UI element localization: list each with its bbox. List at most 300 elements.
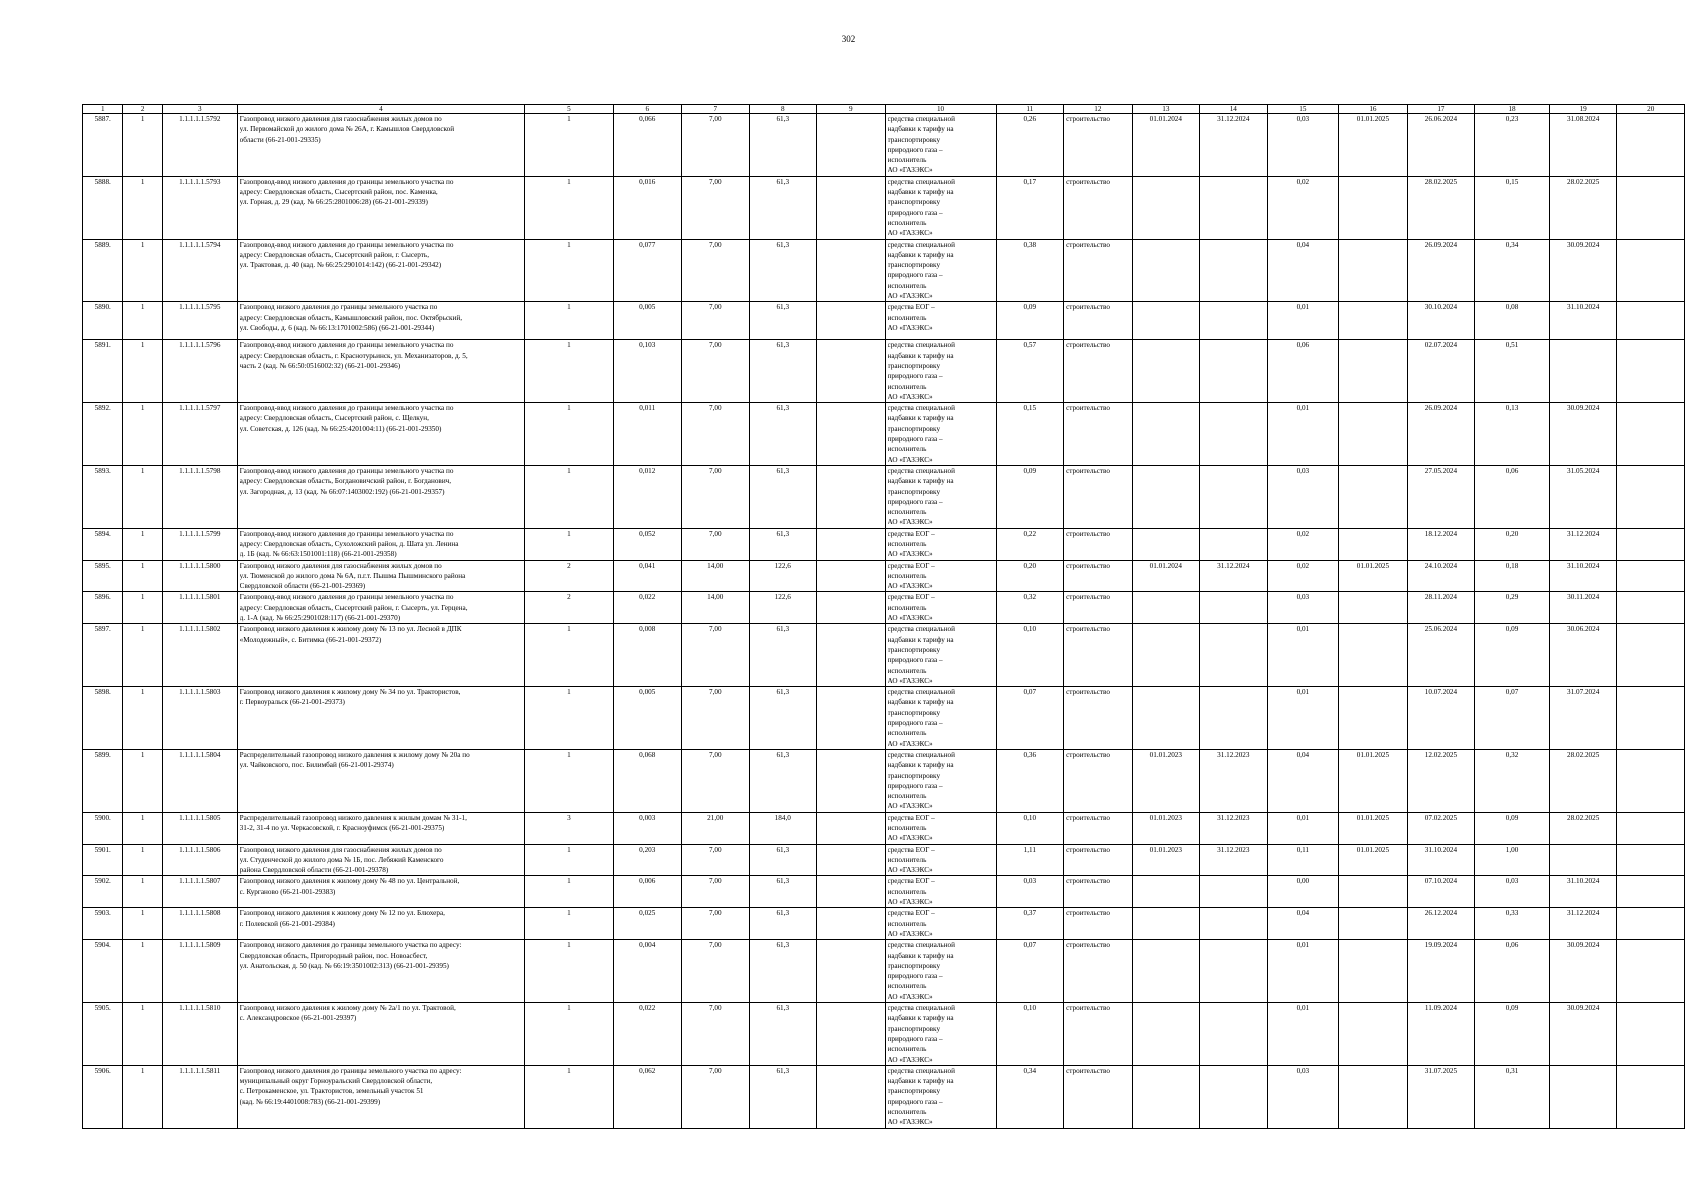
object-name-cell [237,876,525,908]
col6-cell: 0,052 [613,528,682,560]
row-number-cell: 5893. [83,465,123,528]
funding-source-cell [885,340,996,403]
col15-cell: 0,03 [1267,1065,1339,1128]
col17-date-cell: 28.02.2025 [1407,176,1474,239]
col11-cell: 0,07 [996,940,1063,1003]
col16-date-cell [1339,687,1408,750]
cell-text-line: Свердловская область, Пригородный район, пос. Новоасбест, [239,951,428,960]
col8-cell: 61,3 [749,403,816,466]
col5-cell: 1 [525,687,613,750]
col2-cell: 1 [123,592,162,624]
row-number-cell: 5906. [83,1065,123,1128]
col17-date-cell: 30.10.2024 [1407,302,1474,340]
col18-cell: 0,23 [1475,114,1550,177]
col9-cell [816,1003,885,1066]
cell-text-line: природного газа – [887,719,943,728]
cell-text-line: надбавки к тарифу на [887,477,954,486]
cell-text-line: исполнитель [887,855,927,864]
cell-text-line: Газопровод-ввод низкого давления до границы земельного участка по [239,177,454,186]
col11-cell: 0,15 [996,403,1063,466]
cell-text-line: транспортировку [887,135,941,144]
col5-cell: 1 [525,624,613,687]
col2-cell: 1 [123,940,162,1003]
col2-cell: 1 [123,687,162,750]
column-number-10: 10 [885,105,996,114]
item-code-cell: 1.1.1.1.1.5794 [162,239,237,302]
object-name-cell [237,1003,525,1066]
col20-cell [1617,465,1685,528]
col9-cell [816,1065,885,1128]
col14-date-cell [1200,1003,1267,1066]
row-number-cell: 5905. [83,1003,123,1066]
column-number-14: 14 [1200,105,1267,114]
col20-cell [1617,940,1685,1003]
col15-cell: 0,00 [1267,876,1339,908]
col7-cell: 7,00 [682,1003,749,1066]
col7-cell: 14,00 [682,592,749,624]
col15-cell: 0,01 [1267,624,1339,687]
cell-text-line: надбавки к тарифу на [887,635,954,644]
col11-cell: 0,10 [996,624,1063,687]
col17-date-cell: 25.06.2024 [1407,624,1474,687]
col8-cell: 61,3 [749,114,816,177]
cell-text-line: транспортировку [887,261,941,270]
col14-date-cell [1200,465,1267,528]
col19-date-cell: 31.07.2024 [1549,687,1616,750]
col20-cell [1617,560,1685,592]
table-row [83,176,1685,239]
funding-source-cell [885,239,996,302]
table-row [83,876,1685,908]
col14-date-cell [1200,1065,1267,1128]
funding-source-cell [885,1065,996,1128]
col13-date-cell [1132,687,1199,750]
col14-date-cell: 31.12.2023 [1200,844,1267,876]
item-code-cell: 1.1.1.1.1.5797 [162,403,237,466]
funding-source-cell [885,687,996,750]
cell-text-line: АО «ГАЗЭКС» [887,229,933,238]
cell-text-line: Газопровод низкого давления для газоснабжения жилых домов по [239,115,442,123]
cell-text-line: средства ЕОГ – [887,529,935,538]
col7-cell: 7,00 [682,1065,749,1128]
row-number-cell: 5900. [83,812,123,844]
cell-text-line: АО «ГАЗЭКС» [887,676,933,685]
col13-date-cell: 01.01.2024 [1132,560,1199,592]
row-number-cell: 5890. [83,302,123,340]
item-code-cell: 1.1.1.1.1.5805 [162,812,237,844]
row-number-cell: 5891. [83,340,123,403]
cell-text-line: надбавки к тарифу на [887,188,954,197]
col2-cell: 1 [123,749,162,812]
col18-cell: 0,09 [1475,812,1550,844]
cell-text-line: средства ЕОГ – [887,593,935,602]
cell-text-line: средства ЕОГ – [887,303,935,312]
col8-cell: 184,0 [749,812,816,844]
col14-date-cell [1200,340,1267,403]
col16-date-cell: 01.01.2025 [1339,560,1408,592]
col9-cell [816,908,885,940]
cell-text-line: с. Петрокаменское, ул. Трактористов, земельный участок 51 [239,1087,424,1096]
col6-cell: 0,041 [613,560,682,592]
col2-cell: 1 [123,876,162,908]
col16-date-cell [1339,403,1408,466]
work-type-cell: строительство [1064,403,1133,466]
cell-text-line: исполнитель [887,1108,927,1117]
cell-text-line: средства специальной [887,688,955,697]
column-number-13: 13 [1132,105,1199,114]
col16-date-cell: 01.01.2025 [1339,749,1408,812]
col9-cell [816,302,885,340]
col18-cell: 0,32 [1475,749,1550,812]
col5-cell: 1 [525,114,613,177]
item-code-cell: 1.1.1.1.1.5801 [162,592,237,624]
col11-cell: 0,37 [996,908,1063,940]
col20-cell [1617,1003,1685,1066]
column-number-9: 9 [816,105,885,114]
item-code-cell: 1.1.1.1.1.5799 [162,528,237,560]
col8-cell: 61,3 [749,908,816,940]
col11-cell: 0,32 [996,592,1063,624]
col18-cell: 0,29 [1475,592,1550,624]
funding-source-cell [885,908,996,940]
column-number-row [83,105,1685,114]
col17-date-cell: 10.07.2024 [1407,687,1474,750]
col7-cell: 14,00 [682,560,749,592]
col8-cell: 61,3 [749,465,816,528]
cell-text-line: АО «ГАЗЭКС» [887,1118,933,1127]
col14-date-cell [1200,592,1267,624]
col2-cell: 1 [123,844,162,876]
table-row [83,340,1685,403]
cell-text-line: средства ЕОГ – [887,909,935,918]
col15-cell: 0,01 [1267,1003,1339,1066]
funding-source-cell [885,465,996,528]
cell-text-line: средства специальной [887,404,955,413]
col17-date-cell: 26.09.2024 [1407,239,1474,302]
work-type-cell: строительство [1064,560,1133,592]
col7-cell: 7,00 [682,908,749,940]
col16-date-cell [1339,465,1408,528]
cell-text-line: Газопровод-ввод низкого давления до границы земельного участка по [239,593,454,602]
cell-text-line: надбавки к тарифу на [887,351,954,360]
cell-text-line: надбавки к тарифу на [887,414,954,423]
row-number-cell: 5904. [83,940,123,1003]
col2-cell: 1 [123,465,162,528]
cell-text-line: средства ЕОГ – [887,813,935,822]
cell-text-line: средства ЕОГ – [887,877,935,886]
col8-cell: 61,3 [749,940,816,1003]
col2-cell: 1 [123,176,162,239]
funding-source-cell [885,403,996,466]
object-name-cell [237,592,525,624]
cell-text-line: природного газа – [887,271,943,280]
col8-cell: 61,3 [749,239,816,302]
item-code-cell: 1.1.1.1.1.5810 [162,1003,237,1066]
column-number-5: 5 [525,105,613,114]
col7-cell: 7,00 [682,302,749,340]
col13-date-cell [1132,528,1199,560]
col9-cell [816,876,885,908]
row-number-cell: 5899. [83,749,123,812]
col2-cell: 1 [123,340,162,403]
col19-date-cell: 31.12.2024 [1549,908,1616,940]
col14-date-cell: 31.12.2023 [1200,812,1267,844]
col7-cell: 7,00 [682,844,749,876]
col7-cell: 21,00 [682,812,749,844]
col18-cell: 0,18 [1475,560,1550,592]
col5-cell: 1 [525,876,613,908]
table-row [83,624,1685,687]
col5-cell: 1 [525,239,613,302]
table-row [83,1003,1685,1066]
column-number-4: 4 [237,105,525,114]
col11-cell: 0,03 [996,876,1063,908]
col19-date-cell: 30.11.2024 [1549,592,1616,624]
col6-cell: 0,022 [613,592,682,624]
col6-cell: 0,077 [613,239,682,302]
cell-text-line: АО «ГАЗЭКС» [887,392,933,401]
object-name-cell [237,1065,525,1128]
col6-cell: 0,005 [613,687,682,750]
object-name-cell [237,844,525,876]
row-number-cell: 5895. [83,560,123,592]
work-type-cell: строительство [1064,239,1133,302]
cell-text-line: ул. Анатольская, д. 50 (кад. № 66:19:3501002:313) (66-21-001-29395) [239,961,449,970]
column-number-3: 3 [162,105,237,114]
cell-text-line: района Свердловской области (66-21-001-29378) [239,866,389,875]
col19-date-cell: 31.05.2024 [1549,465,1616,528]
col6-cell: 0,022 [613,1003,682,1066]
cell-text-line: Газопровод низкого давления для газоснабжения жилых домов по [239,561,442,570]
col14-date-cell [1200,876,1267,908]
cell-text-line: Газопровод низкого давления для газоснабжения жилых домов по [239,845,442,854]
col17-date-cell: 31.10.2024 [1407,844,1474,876]
cell-text-line: АО «ГАЗЭКС» [887,582,933,591]
column-number-16: 16 [1339,105,1408,114]
cell-text-line: исполнитель [887,887,927,896]
col8-cell: 61,3 [749,302,816,340]
cell-text-line: Газопровод низкого давления к жилому дому № 2а/1 по ул. Трактовой, [239,1004,456,1013]
col13-date-cell: 01.01.2023 [1132,844,1199,876]
col6-cell: 0,011 [613,403,682,466]
cell-text-line: АО «ГАЗЭКС» [887,898,933,907]
funding-source-cell [885,624,996,687]
col16-date-cell [1339,1003,1408,1066]
cell-text-line: транспортировку [887,961,941,970]
col20-cell [1617,302,1685,340]
work-type-cell: строительство [1064,114,1133,177]
col13-date-cell [1132,340,1199,403]
col18-cell: 0,08 [1475,302,1550,340]
col6-cell: 0,004 [613,940,682,1003]
col7-cell: 7,00 [682,239,749,302]
table-row [83,239,1685,302]
work-type-cell: строительство [1064,592,1133,624]
col8-cell: 61,3 [749,1065,816,1128]
col17-date-cell: 02.07.2024 [1407,340,1474,403]
cell-text-line: природного газа – [887,1034,943,1043]
work-type-cell: строительство [1064,176,1133,239]
col7-cell: 7,00 [682,403,749,466]
col11-cell: 0,10 [996,812,1063,844]
work-type-cell: строительство [1064,844,1133,876]
item-code-cell: 1.1.1.1.1.5800 [162,560,237,592]
cell-text-line: природного газа – [887,972,943,981]
cell-text-line: средства специальной [887,240,955,249]
col19-date-cell: 31.10.2024 [1549,302,1616,340]
col13-date-cell [1132,592,1199,624]
cell-text-line: транспортировку [887,771,941,780]
cell-text-line: ул. Трактовая, д. 40 (кад. № 66:25:2901014:142) (66-21-001-29342) [239,261,442,270]
col6-cell: 0,008 [613,624,682,687]
cell-text-line: Свердловской области (66-21-001-29369) [239,582,366,591]
col5-cell: 1 [525,403,613,466]
col2-cell: 1 [123,1003,162,1066]
col6-cell: 0,203 [613,844,682,876]
col17-date-cell: 31.07.2025 [1407,1065,1474,1128]
col20-cell [1617,340,1685,403]
funding-source-cell [885,876,996,908]
column-number-20: 20 [1617,105,1685,114]
table-row [83,940,1685,1003]
cell-text-line: АО «ГАЗЭКС» [887,550,933,559]
cell-text-line: АО «ГАЗЭКС» [887,166,933,175]
col19-date-cell: 31.12.2024 [1549,528,1616,560]
cell-text-line: ул. Свободы, д. 6 (кад. № 66:13:1701002:586) (66-21-001-29344) [239,323,435,332]
col16-date-cell [1339,592,1408,624]
cell-text-line: исполнитель [887,281,927,290]
col5-cell: 2 [525,592,613,624]
cell-text-line: АО «ГАЗЭКС» [887,323,933,332]
cell-text-line: АО «ГАЗЭКС» [887,834,933,843]
col17-date-cell: 07.02.2025 [1407,812,1474,844]
col8-cell: 61,3 [749,624,816,687]
col17-date-cell: 11.09.2024 [1407,1003,1474,1066]
cell-text-line: исполнитель [887,218,927,227]
col16-date-cell [1339,239,1408,302]
work-type-cell: строительство [1064,1065,1133,1128]
col19-date-cell: 31.10.2024 [1549,560,1616,592]
col9-cell [816,844,885,876]
col6-cell: 0,068 [613,749,682,812]
cell-text-line: д. 1Б (кад. № 66:63:1501001:118) (66-21-001-29358) [239,550,397,559]
cell-text-line: (кад. № 66:19:4401008:783) (66-21-001-29399) [239,1097,381,1106]
col14-date-cell [1200,624,1267,687]
cell-text-line: АО «ГАЗЭКС» [887,802,933,811]
cell-text-line: средства специальной [887,1066,955,1075]
row-number-cell: 5889. [83,239,123,302]
cell-text-line: средства специальной [887,625,955,634]
col5-cell: 1 [525,340,613,403]
col9-cell [816,749,885,812]
col15-cell: 0,04 [1267,749,1339,812]
object-name-cell [237,687,525,750]
col11-cell: 0,26 [996,114,1063,177]
col13-date-cell: 01.01.2023 [1132,749,1199,812]
col9-cell [816,624,885,687]
col18-cell: 0,34 [1475,239,1550,302]
cell-text-line: 31-2, 31-4 по ул. Черкасовской, г. Красноуфимск (66-21-001-29375) [239,824,445,832]
cell-text-line: исполнитель [887,382,927,391]
table-row [83,812,1685,844]
col19-date-cell [1549,340,1616,403]
table-row [83,528,1685,560]
col17-date-cell: 07.10.2024 [1407,876,1474,908]
table-row [83,114,1685,177]
col9-cell [816,592,885,624]
funding-source-cell [885,592,996,624]
row-number-cell: 5897. [83,624,123,687]
cell-text-line: ул. Советская, д. 126 (кад. № 66:25:4201004:11) (66-21-001-29350) [239,424,442,433]
col16-date-cell: 01.01.2025 [1339,114,1408,177]
col14-date-cell [1200,528,1267,560]
col13-date-cell [1132,302,1199,340]
item-code-cell: 1.1.1.1.1.5807 [162,876,237,908]
col15-cell: 0,01 [1267,302,1339,340]
col8-cell: 61,3 [749,687,816,750]
table-row [83,302,1685,340]
col16-date-cell [1339,1065,1408,1128]
item-code-cell: 1.1.1.1.1.5808 [162,908,237,940]
cell-text-line: муниципальный округ Горноуральский Свердловской области, [239,1077,433,1086]
cell-text-line: с. Курганово (66-21-001-29383) [239,887,336,896]
col9-cell [816,239,885,302]
col7-cell: 7,00 [682,749,749,812]
col18-cell: 0,33 [1475,908,1550,940]
col17-date-cell: 26.09.2024 [1407,403,1474,466]
col5-cell: 1 [525,528,613,560]
col16-date-cell [1339,302,1408,340]
col11-cell: 0,09 [996,465,1063,528]
item-code-cell: 1.1.1.1.1.5793 [162,176,237,239]
col6-cell: 0,012 [613,465,682,528]
cell-text-line: «Молодежный», с. Битимка (66-21-001-29372) [239,635,382,644]
col13-date-cell [1132,624,1199,687]
object-name-cell [237,176,525,239]
cell-text-line: надбавки к тарифу на [887,951,954,960]
work-type-cell: строительство [1064,876,1133,908]
col8-cell: 61,3 [749,176,816,239]
object-name-cell [237,403,525,466]
col20-cell [1617,1065,1685,1128]
col18-cell: 0,15 [1475,176,1550,239]
cell-text-line: средства ЕОГ – [887,845,935,854]
col19-date-cell: 30.09.2024 [1549,239,1616,302]
col14-date-cell [1200,176,1267,239]
cell-text-line: исполнитель [887,982,927,991]
col14-date-cell [1200,940,1267,1003]
row-number-cell: 5894. [83,528,123,560]
col19-date-cell: 30.09.2024 [1549,1003,1616,1066]
col14-date-cell [1200,908,1267,940]
col17-date-cell: 26.12.2024 [1407,908,1474,940]
cell-text-line: транспортировку [887,645,941,654]
work-type-cell: строительство [1064,624,1133,687]
col8-cell: 61,3 [749,844,816,876]
col8-cell: 122,6 [749,560,816,592]
col5-cell: 1 [525,908,613,940]
col13-date-cell [1132,176,1199,239]
cell-text-line: исполнитель [887,729,927,738]
col13-date-cell [1132,239,1199,302]
cell-text-line: АО «ГАЗЭКС» [887,455,933,464]
cell-text-line: Газопровод низкого давления к жилому дому № 34 по ул. Трактористов, [239,688,461,697]
row-number-cell: 5902. [83,876,123,908]
cell-text-line: надбавки к тарифу на [887,1077,954,1086]
col17-date-cell: 12.02.2025 [1407,749,1474,812]
work-type-cell: строительство [1064,687,1133,750]
object-name-cell [237,465,525,528]
